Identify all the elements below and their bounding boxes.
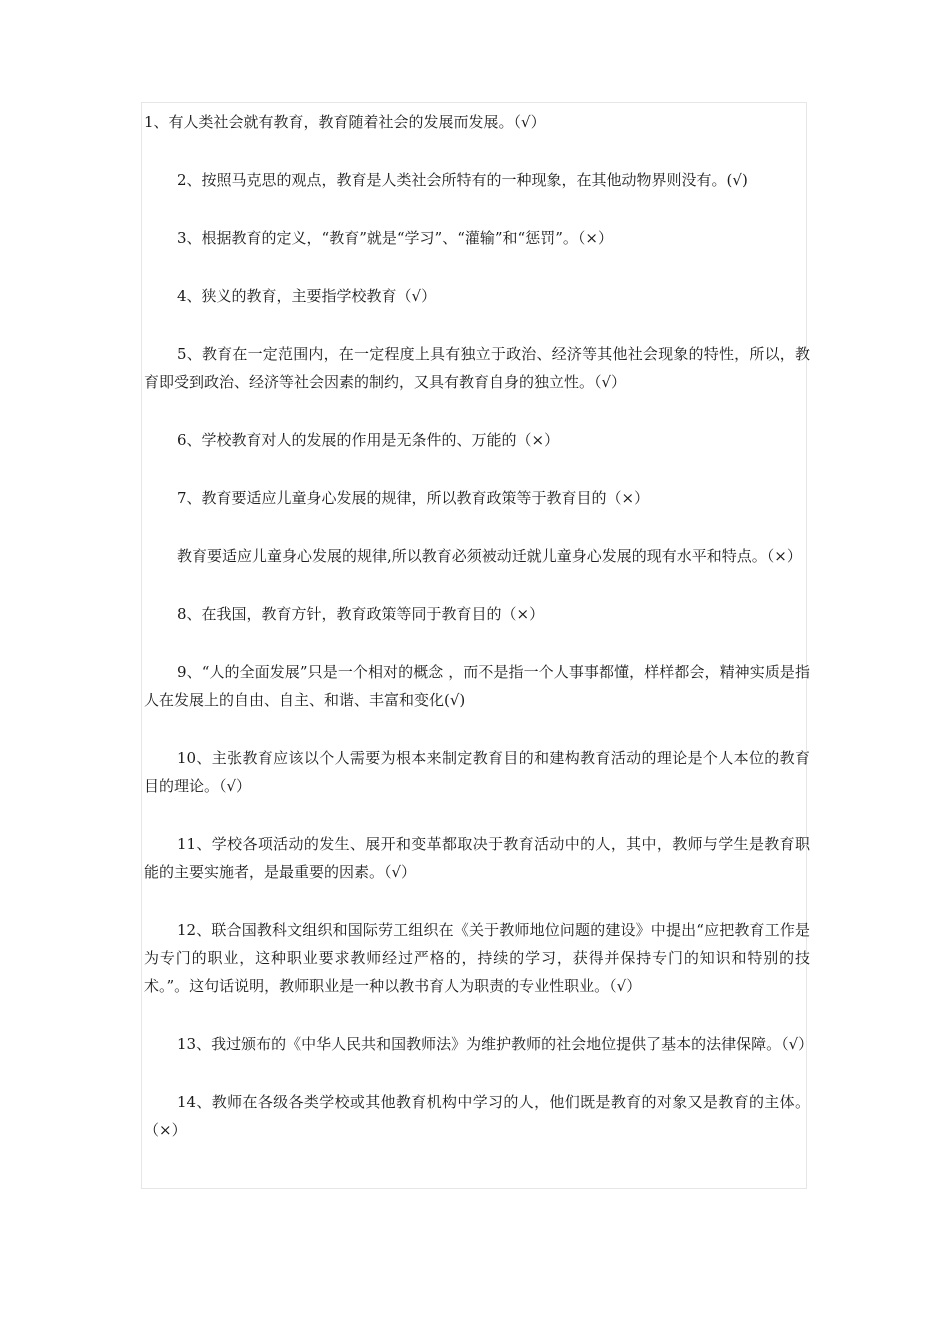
statement-11: 11、学校各项活动的发生、展开和变革都取决于教育活动中的人，其中，教师与学生是教育职能的主要实施者，是最重要的因素。（√） [144,835,810,881]
statement-4: 4、狭义的教育，主要指学校教育（√） [177,287,437,305]
statement-7: 7、教育要适应儿童身心发展的规律，所以教育政策等于教育目的（×） [177,489,650,507]
statement-8: 8、在我国，教育方针，教育政策等同于教育目的（×） [177,605,545,623]
statement-10: 10、主张教育应该以个人需要为根本来制定教育目的和建构教育活动的理论是个人本位的教育目的理论。（√） [144,749,810,795]
document-body [144,108,814,1144]
statement-5: 5、教育在一定范围内，在一定程度上具有独立于政治、经济等其他社会现象的特性，所以，教育即受到政治、经济等社会因素的制约，又具有教育自身的独立性。（√） [144,345,810,391]
statement-9: 9、“人的全面发展”只是一个相对的概念 ，而不是指一个人事事都懂，样样都会，精神实质是指人在发展上的自由、自主、和谐、丰富和变化(√) [144,663,810,709]
statement-1: 1、有人类社会就有教育，教育随着社会的发展而发展。（√） [144,113,546,131]
statement-12: 12、联合国教科文组织和国际劳工组织在《关于教师地位问题的建设》中提出“应把教育工作是为专门的职业，这种职业要求教师经过严格的，持续的学习，获得并保持专门的知识和特别的技术。”。这句话说明，教师职业是一种以教书育人为职责的专业性职业。（√） [144,921,810,995]
statement-13: 13、我过颁布的《中华人民共和国教师法》为维护教师的社会地位提供了基本的法律保障。（√） [177,1035,814,1053]
statement-7-note: 教育要适应儿童身心发展的规律,所以教育必须被动迁就儿童身心发展的现有水平和特点。（×） [177,547,802,565]
statement-2: 2、按照马克思的观点，教育是人类社会所特有的一种现象，在其他动物界则没有。(√) [177,171,748,189]
statement-6: 6、学校教育对人的发展的作用是无条件的、万能的（×） [177,431,560,449]
statement-3: 3、根据教育的定义，“教育”就是“学习”、“灌输”和“惩罚”。（×） [177,229,613,247]
statement-14: 14、教师在各级各类学校或其他教育机构中学习的人，他们既是教育的对象又是教育的主体。（×） [144,1093,810,1139]
